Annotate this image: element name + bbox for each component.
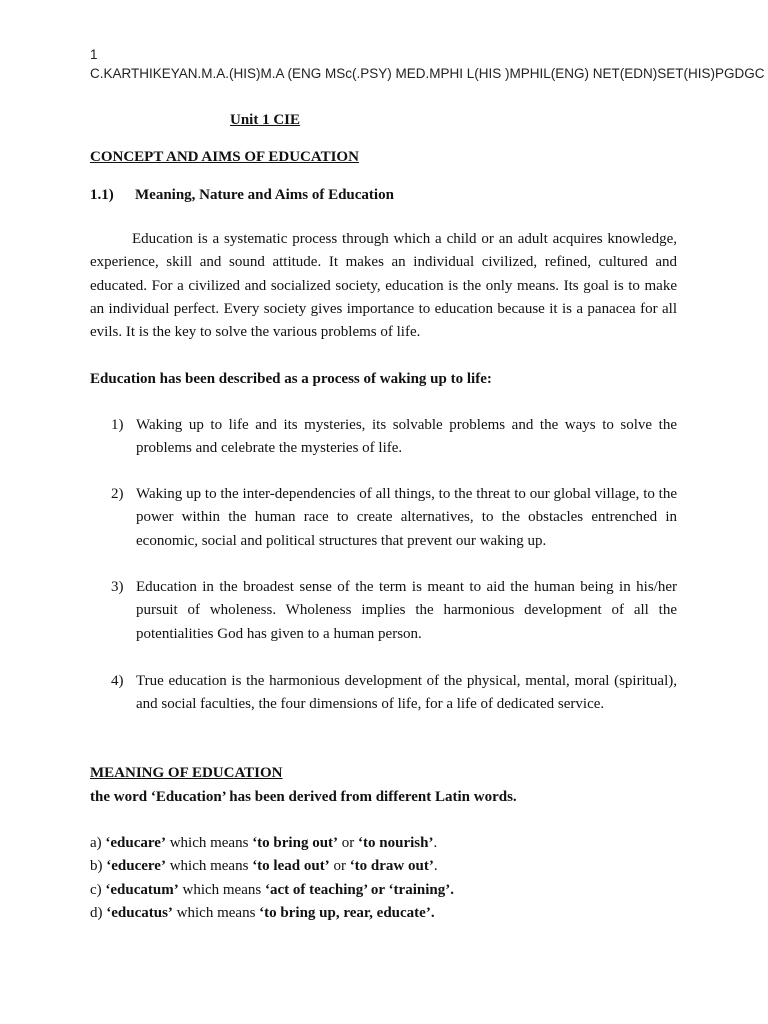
list-item-text: True education is the harmonious development of the physical, mental, moral (spiritual), and social faculties, the four dimensions of life, for a life of dedicated service. [136, 673, 677, 713]
list-item [90, 483, 677, 553]
latin-which-means: which means [176, 905, 256, 921]
latin-or: or [341, 835, 355, 851]
latin-meaning: ‘to bring up, rear, educate’. [259, 905, 435, 921]
latin-meaning: ‘to nourish’ [358, 835, 434, 851]
latin-meaning: ‘act of teaching’ or ‘training’. [264, 882, 454, 898]
latin-word-item [90, 879, 454, 902]
meaning-subheading: the word ‘Education’ has been derived from different Latin words. [90, 789, 517, 805]
latin-which-means: which means [169, 835, 249, 851]
latin-end: . [433, 858, 438, 874]
latin-word: ‘educatus’ [106, 905, 173, 921]
list-item-text: Waking up to life and its mysteries, its solvable problems and the ways to solve the problems and celebrate the mysteries of life. [136, 417, 677, 457]
section-title: Meaning, Nature and Aims of Education [135, 187, 394, 203]
latin-item-prefix: d) [90, 905, 103, 921]
list-item-number: 3) [111, 579, 124, 595]
list-item-number: 4) [111, 673, 124, 689]
meaning-heading: MEANING OF EDUCATION [90, 765, 283, 781]
latin-word: ‘educare’ [105, 835, 166, 851]
latin-item-prefix: c) [90, 882, 102, 898]
list-item [90, 670, 677, 717]
list-item-number: 2) [111, 486, 124, 502]
latin-meaning: ‘to bring out’ [252, 835, 339, 851]
chapter-title: CONCEPT AND AIMS OF EDUCATION [90, 149, 359, 165]
latin-or: or [333, 858, 346, 874]
list-item [90, 414, 677, 461]
list-item-text: Education in the broadest sense of the term is meant to aid the human being in his/her pursuit of wholeness. Wholeness implies the harmonious development of all the potentialities God has given to a human person. [136, 579, 677, 642]
latin-word-item [90, 832, 437, 855]
latin-end: . [433, 835, 438, 851]
latin-word-item [90, 902, 435, 925]
author-credentials-line: C.KARTHIKEYAN.M.A.(HIS)M.A (ENG MSc(.PSY) MED.MPHI L(HIS )MPHIL(ENG) NET(EDN)SET(HIS)PGDGC [90, 66, 765, 81]
latin-word: ‘educatum’ [105, 882, 179, 898]
list-item-number: 1) [111, 417, 124, 433]
latin-word-item [90, 855, 438, 878]
latin-item-prefix: b) [90, 858, 103, 874]
latin-meaning: ‘to lead out’ [252, 858, 330, 874]
intro-paragraph: Education is a systematic process through which a child or an adult acquires knowledge, experience, skill and sound attitude. It makes an individual civilized, refined, cultured and educated. For a civilized and socialized society, education is the only means. Its goal is to make an individual perfect. Every society gives importance to education because it is a panacea for all evils. It is the key to solve the various problems of life. [90, 231, 677, 341]
list-item-text: Waking up to the inter-dependencies of all things, to the threat to our global village, to the power within the human race to create alternatives, to the obstacles entrenched in economic, social and political structures that prevent our waking up. [136, 486, 677, 549]
latin-which-means: which means [182, 882, 262, 898]
latin-which-means: which means [169, 858, 249, 874]
latin-meaning: ‘to draw out’ [349, 858, 434, 874]
process-heading: Education has been described as a process of waking up to life: [90, 371, 492, 387]
latin-item-prefix: a) [90, 835, 102, 851]
page-number: 1 [90, 47, 98, 62]
unit-title: Unit 1 CIE [230, 112, 301, 128]
section-heading [90, 184, 394, 207]
section-number: 1.1) [90, 187, 114, 203]
latin-word: ‘educere’ [106, 858, 166, 874]
list-item [90, 576, 677, 646]
